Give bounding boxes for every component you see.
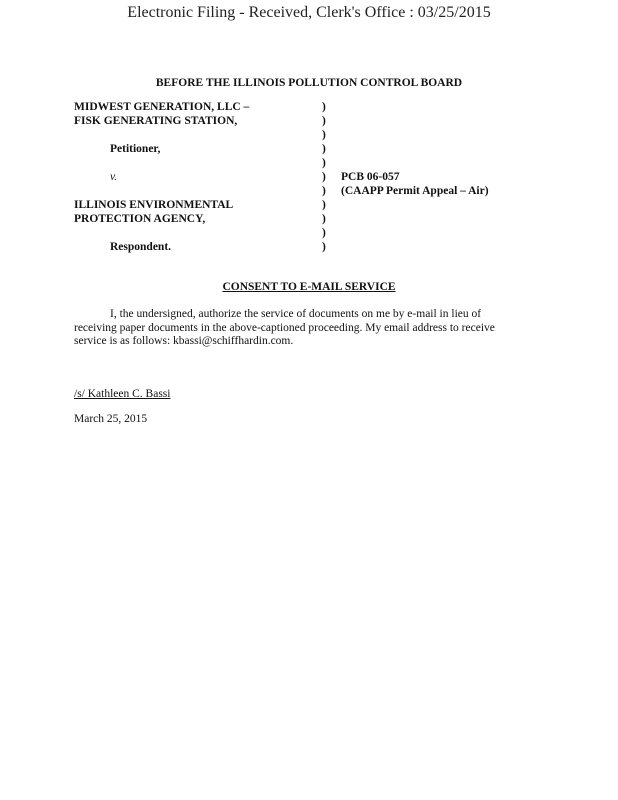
respondent-name-line2: PROTECTION AGENCY, bbox=[74, 213, 206, 225]
caption-row bbox=[74, 101, 534, 115]
caption-row bbox=[74, 213, 534, 227]
caption-paren: ) bbox=[322, 199, 326, 211]
signature-line: /s/ Kathleen C. Bassi bbox=[74, 388, 171, 400]
petitioner-name-line1: MIDWEST GENERATION, LLC – bbox=[74, 101, 250, 113]
consent-paragraph: I, the undersigned, authorize the service of documents on me by e-mail in lieu of receiving paper documents in the above-captioned proceeding. My email address to receive service is as follows: kbassi@schiffhardin.com. bbox=[74, 308, 495, 347]
respondent-role: Respondent. bbox=[110, 241, 172, 253]
section-title: CONSENT TO E-MAIL SERVICE bbox=[222, 281, 396, 293]
caption-row bbox=[74, 199, 534, 213]
petitioner-role: Petitioner, bbox=[110, 143, 161, 155]
caption-paren: ) bbox=[322, 115, 326, 127]
caption-row bbox=[74, 171, 534, 185]
caption-paren: ) bbox=[322, 101, 326, 113]
case-number: PCB 06-057 bbox=[341, 171, 400, 183]
caption-paren: ) bbox=[322, 171, 326, 183]
respondent-name-line1: ILLINOIS ENVIRONMENTAL bbox=[74, 199, 234, 211]
case-type: (CAAPP Permit Appeal – Air) bbox=[341, 185, 489, 197]
caption-row bbox=[74, 185, 534, 199]
caption-paren: ) bbox=[322, 213, 326, 225]
electronic-filing-stamp: Electronic Filing - Received, Clerk's Office : 03/25/2015 bbox=[127, 4, 491, 21]
caption-row bbox=[74, 143, 534, 157]
caption-paren: ) bbox=[322, 143, 326, 155]
caption-paren: ) bbox=[322, 129, 326, 141]
case-caption bbox=[74, 101, 534, 255]
caption-row bbox=[74, 157, 534, 171]
caption-row bbox=[74, 129, 534, 143]
caption-paren: ) bbox=[322, 227, 326, 239]
caption-paren: ) bbox=[322, 185, 326, 197]
petitioner-name-line2: FISK GENERATING STATION, bbox=[74, 115, 238, 127]
caption-row bbox=[74, 115, 534, 129]
signature-date: March 25, 2015 bbox=[74, 413, 148, 425]
versus: v. bbox=[110, 171, 118, 183]
caption-paren: ) bbox=[322, 241, 326, 253]
caption-row bbox=[74, 241, 534, 255]
caption-paren: ) bbox=[322, 157, 326, 169]
caption-row bbox=[74, 227, 534, 241]
board-title: BEFORE THE ILLINOIS POLLUTION CONTROL BOARD bbox=[155, 77, 463, 89]
